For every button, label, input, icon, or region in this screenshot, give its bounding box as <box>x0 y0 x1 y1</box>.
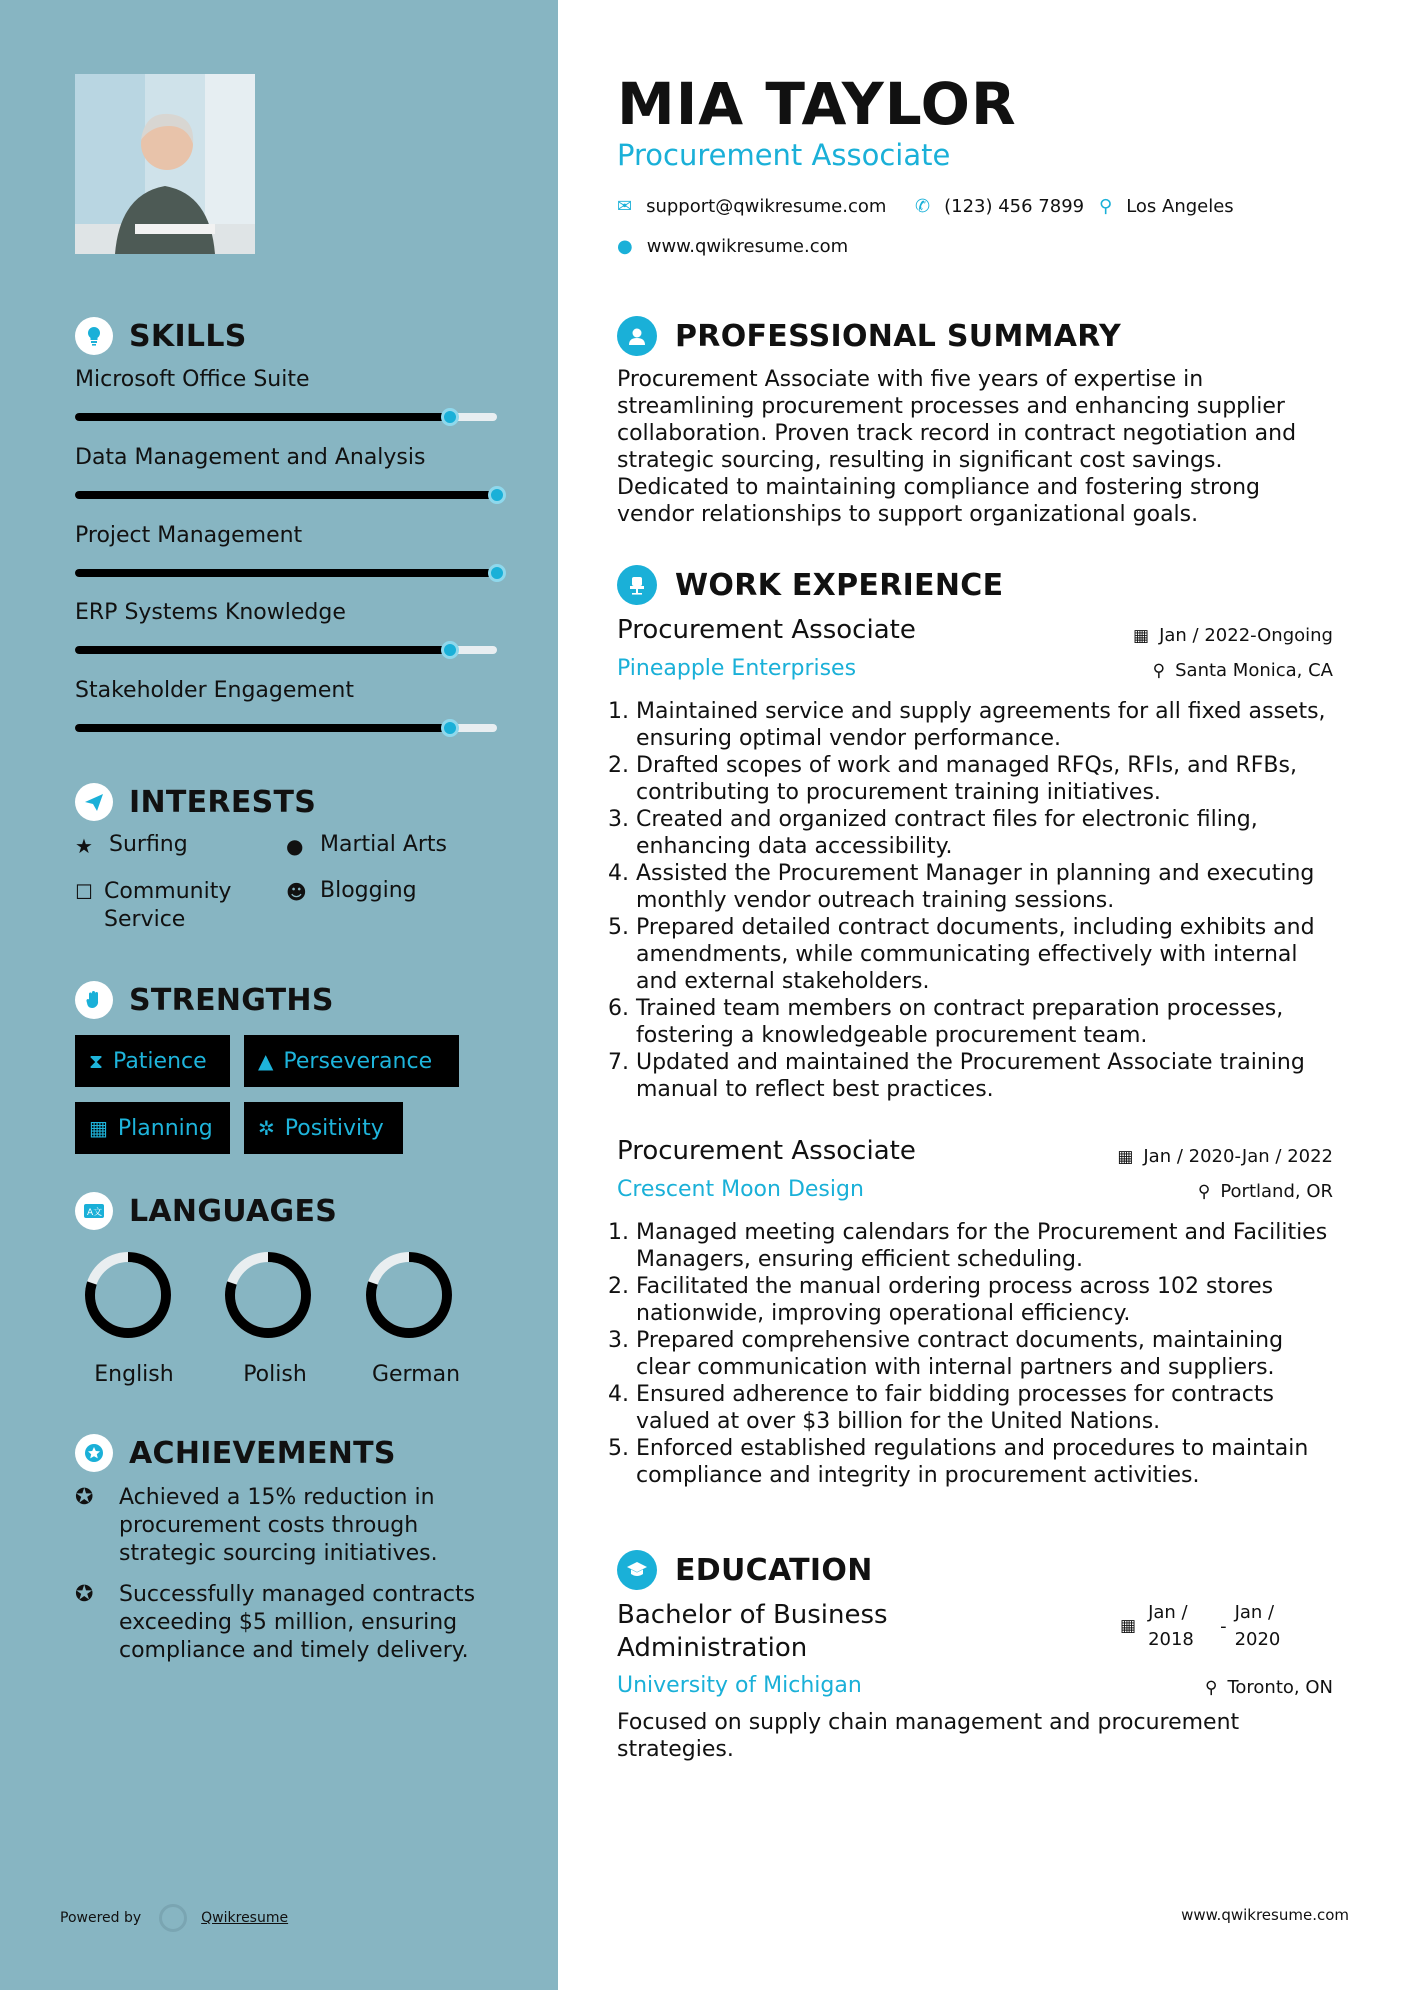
strength-label: Planning <box>117 1115 213 1141</box>
website-text: www.qwikresume.com <box>646 236 849 257</box>
job-title: Procurement Associate <box>617 1136 916 1166</box>
interest-label: Community Service <box>104 879 232 932</box>
education-end: Jan / 2020 <box>1234 1602 1281 1650</box>
job-duties <box>612 1219 1342 1489</box>
contact-phone[interactable] <box>915 196 1084 217</box>
job-location <box>1198 1181 1333 1202</box>
degree-title: Bachelor of Business Administration <box>617 1600 888 1663</box>
svg-text:A文: A文 <box>87 1208 103 1218</box>
qwikresume-logo-icon <box>159 1904 187 1932</box>
duty-item: 2. Facilitated the manual ordering process across 102 stores nationwide, improving operational efficiency. <box>636 1273 1342 1327</box>
job-dates-text: Jan / 2022-Ongoing <box>1159 625 1333 646</box>
job-location-text: Santa Monica, CA <box>1175 660 1333 681</box>
duty-item: 1. Maintained service and supply agreements for all fixed assets, ensuring optimal vendor performance. <box>636 698 1342 752</box>
strength-label: Perseverance <box>283 1048 433 1074</box>
achievement-text: Achieved a 15% reduction in procurement costs through strategic sourcing initiatives. <box>119 1485 438 1566</box>
pin-icon: ⚲ <box>1197 1181 1211 1202</box>
job-dates-text: Jan / 2020-Jan / 2022 <box>1143 1146 1333 1167</box>
location-text: Los Angeles <box>1126 196 1234 217</box>
footer-website[interactable]: www.qwikresume.com <box>1181 1906 1349 1924</box>
job-company: Pineapple Enterprises <box>617 656 857 681</box>
hand-icon: ☐ <box>75 880 93 904</box>
experience-title: WORK EXPERIENCE <box>675 567 1004 603</box>
candidate-name: MIA TAYLOR <box>617 70 1017 138</box>
pin-icon: ⚲ <box>1205 1677 1218 1698</box>
envelope-icon: ✉ <box>617 196 633 217</box>
calendar-icon: ▦ <box>1120 1616 1137 1636</box>
interest-label: Martial Arts <box>320 832 448 857</box>
duty-item: 6. Trained team members on contract preparation processes, fostering a knowledgeable procurement team. <box>636 995 1342 1049</box>
duty-item: 1. Managed meeting calendars for the Procurement and Facilities Managers, ensuring efficient scheduling. <box>636 1219 1342 1273</box>
contact-location <box>1099 196 1234 217</box>
calendar-icon: ▦ <box>89 1116 108 1140</box>
language-label: English <box>94 1362 174 1387</box>
users-icon: ☻ <box>286 880 307 904</box>
interest-label: Surfing <box>109 832 188 857</box>
language-label: German <box>371 1362 461 1387</box>
language-label: Polish <box>243 1362 307 1387</box>
education-location-text: Toronto, ON <box>1227 1677 1333 1698</box>
star-icon: ★ <box>75 834 93 858</box>
globe-icon: ● <box>286 834 304 858</box>
interest-label: Blogging <box>320 878 417 903</box>
job-title: Procurement Associate <box>617 615 916 645</box>
powered-by <box>60 1904 288 1932</box>
contact-email[interactable] <box>617 196 886 217</box>
summary-heading <box>617 316 1121 356</box>
duty-item: 7. Updated and maintained the Procurement Associate training manual to reflect best practices. <box>636 1049 1342 1103</box>
skill-name: Stakeholder Engagement <box>75 678 354 703</box>
achievement-item <box>75 1581 495 1665</box>
email-text: support@qwikresume.com <box>646 196 887 217</box>
job-company: Crescent Moon Design <box>617 1177 864 1202</box>
job-dates <box>1133 625 1333 646</box>
job-location <box>1153 660 1333 681</box>
sidebar <box>0 0 558 1990</box>
graduate-icon <box>617 1550 657 1590</box>
strength-label: Patience <box>113 1048 207 1074</box>
skill-name: Microsoft Office Suite <box>75 367 310 392</box>
hourglass-icon: ⧗ <box>89 1049 104 1073</box>
duty-item: 5. Prepared detailed contract documents, including exhibits and amendments, while communicating effectively with internal and external stakeholders. <box>636 914 1342 995</box>
duty-item: 3. Created and organized contract files for electronic filing, enhancing data accessibility. <box>636 806 1342 860</box>
skill-name: ERP Systems Knowledge <box>75 600 346 625</box>
contact-website[interactable] <box>617 236 848 257</box>
achievements-title: ACHIEVEMENTS <box>129 1435 396 1471</box>
interests-title: INTERESTS <box>129 784 317 820</box>
school-name: University of Michigan <box>617 1673 862 1698</box>
education-heading <box>617 1550 873 1590</box>
job-dates <box>1117 1146 1333 1167</box>
job-duties <box>612 698 1342 1103</box>
duty-item: 4. Ensured adherence to fair bidding processes for contracts valued at over $3 billion for the United Nations. <box>636 1381 1342 1435</box>
date-separator: - <box>1220 1615 1227 1637</box>
skill-name: Project Management <box>75 523 303 548</box>
pin-icon: ⚲ <box>1152 660 1166 681</box>
languages-title: LANGUAGES <box>129 1193 338 1229</box>
achievements-heading <box>75 1434 396 1472</box>
sun-icon: ✲ <box>258 1116 275 1140</box>
phone-text: (123) 456 7899 <box>944 196 1085 217</box>
education-start: Jan / 2018 <box>1148 1602 1194 1650</box>
map-pin-icon: ⚲ <box>1099 196 1113 217</box>
job-location-text: Portland, OR <box>1220 1181 1333 1202</box>
strength-label: Positivity <box>284 1115 384 1141</box>
duty-item: 2. Drafted scopes of work and managed RFQs, RFIs, and RFBs, contributing to procurement training initiatives. <box>636 752 1342 806</box>
phone-icon: ✆ <box>915 196 931 217</box>
star-badge-icon <box>75 1434 113 1472</box>
summary-text: Procurement Associate with five years of expertise in streamlining procurement processes and enhancing supplier collaboration. Proven track record in contract negotiation and strategic sourcing, resulting in significant cost savings. Dedicated to maintaining compliance and fostering strong vendor relationships to support organizational goals. <box>617 367 1297 527</box>
calendar-icon: ▦ <box>1117 1146 1134 1167</box>
candidate-role: Procurement Associate <box>617 138 951 172</box>
skill-name: Data Management and Analysis <box>75 445 426 470</box>
calendar-icon: ▦ <box>1133 625 1150 646</box>
chair-icon <box>617 565 657 605</box>
achievement-text: Successfully managed contracts exceeding $5 million, ensuring compliance and timely delivery. <box>119 1582 476 1663</box>
education-title: EDUCATION <box>675 1552 873 1588</box>
experience-heading <box>617 565 1003 605</box>
education-dates <box>1120 1599 1293 1653</box>
user-icon <box>617 316 657 356</box>
skills-title: SKILLS <box>129 318 247 354</box>
education-text: Focused on supply chain management and procurement strategies. <box>617 1710 1240 1762</box>
achievement-item <box>75 1484 495 1568</box>
education-location <box>1205 1677 1333 1698</box>
qwikresume-link[interactable]: Qwikresume <box>201 1910 289 1926</box>
duty-item: 5. Enforced established regulations and procedures to maintain compliance and integrity in procurement activities. <box>636 1435 1342 1489</box>
summary-title: PROFESSIONAL SUMMARY <box>675 318 1122 354</box>
strengths-title: STRENGTHS <box>129 982 334 1018</box>
globe-icon: ● <box>617 236 633 257</box>
road-icon: ▲ <box>258 1049 274 1073</box>
trophy-icon: ✪ <box>75 1485 94 1510</box>
language-rings <box>0 0 558 1400</box>
duty-item: 3. Prepared comprehensive contract documents, maintaining clear communication with internal partners and suppliers. <box>636 1327 1342 1381</box>
trophy-icon: ✪ <box>75 1582 94 1607</box>
powered-by-text: Powered by <box>60 1910 142 1926</box>
duty-item: 4. Assisted the Procurement Manager in planning and executing monthly vendor outreach training sessions. <box>636 860 1342 914</box>
